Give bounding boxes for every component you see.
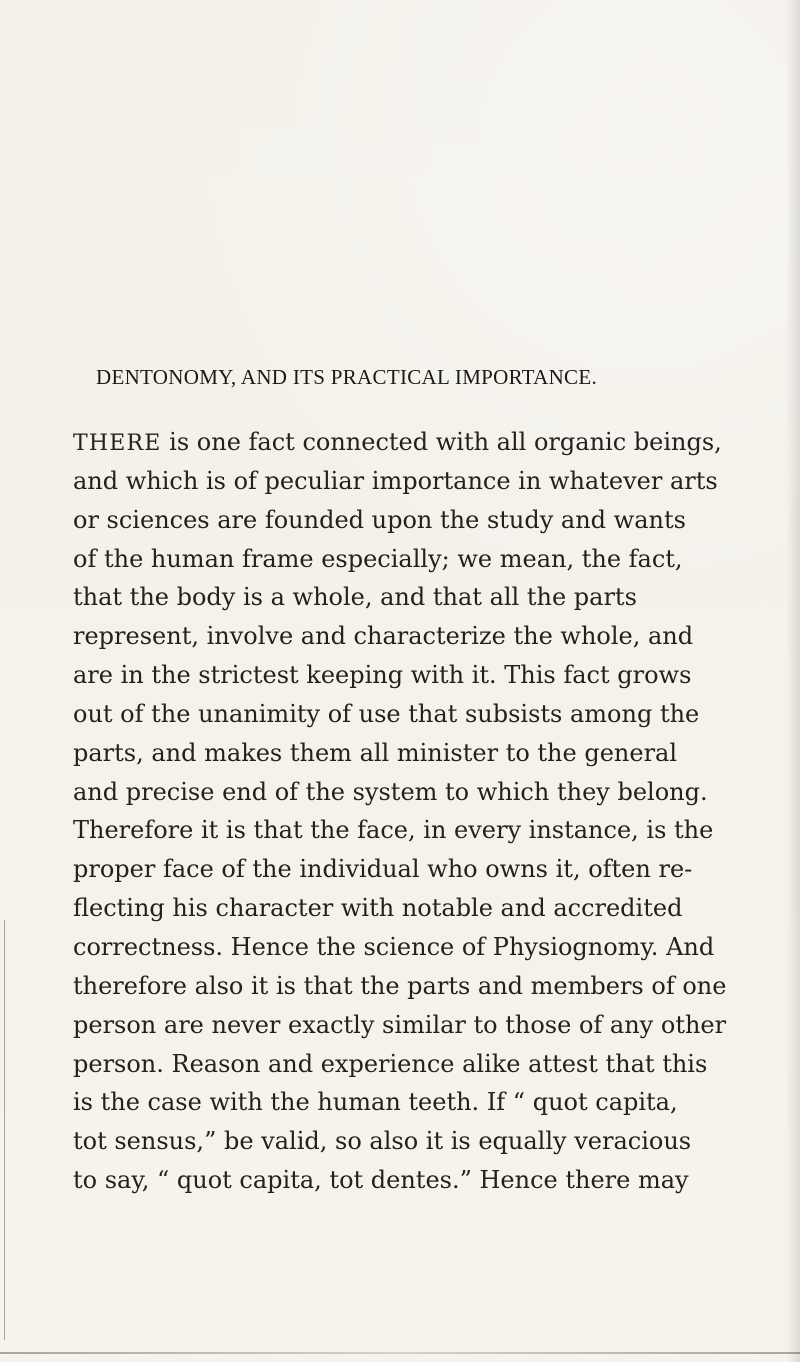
page-edge-line — [4, 920, 5, 1340]
text-line-20: to say, “ quot capita, tot dentes.” Hence there may — [73, 1166, 689, 1195]
body-text — [73, 423, 733, 1200]
text-line-9: parts, and makes them all minister to the general — [73, 738, 678, 767]
page-title: DENTONOMY, AND ITS PRACTICAL IMPORTANCE. — [96, 365, 598, 389]
text-line-3: or sciences are founded upon the study and wants — [73, 505, 686, 534]
text-line-11: Therefore it is that the face, in every instance, is the — [73, 816, 714, 845]
text-line-19: tot sensus,” be valid, so also it is equally veracious — [73, 1127, 692, 1156]
text-line-6: represent, involve and characterize the whole, and — [73, 622, 694, 651]
text-line-15: therefore also it is that the parts and members of one — [73, 971, 727, 1000]
text-line-18: is the case with the human teeth. If “ quot capita, — [73, 1088, 678, 1117]
first-word: THERE — [73, 431, 162, 456]
text-line-1 — [73, 423, 733, 462]
text-line-4: of the human frame especially; we mean, the fact, — [73, 544, 683, 573]
text-line-17: person. Reason and experience alike attest that this — [73, 1049, 708, 1078]
text-line-1-rest: is one fact connected with all organic beings, — [161, 428, 722, 456]
text-line-14: correctness. Hence the science of Physiognomy. And — [73, 932, 715, 961]
text-line-16: person are never exactly similar to those of any other — [73, 1010, 727, 1039]
page-edge-shadow — [786, 0, 800, 1362]
text-line-13: flecting his character with notable and accredited — [73, 894, 683, 923]
text-line-2: and which is of peculiar importance in whatever arts — [73, 466, 718, 495]
text-line-5: that the body is a whole, and that all the parts — [73, 583, 637, 612]
text-line-8: out of the unanimity of use that subsists among the — [73, 699, 700, 728]
text-line-7: are in the strictest keeping with it. This fact grows — [73, 661, 692, 690]
bottom-border — [0, 1352, 800, 1354]
text-line-10: and precise end of the system to which they belong. — [73, 777, 708, 806]
text-line-12: proper face of the individual who owns it, often re- — [73, 855, 693, 884]
